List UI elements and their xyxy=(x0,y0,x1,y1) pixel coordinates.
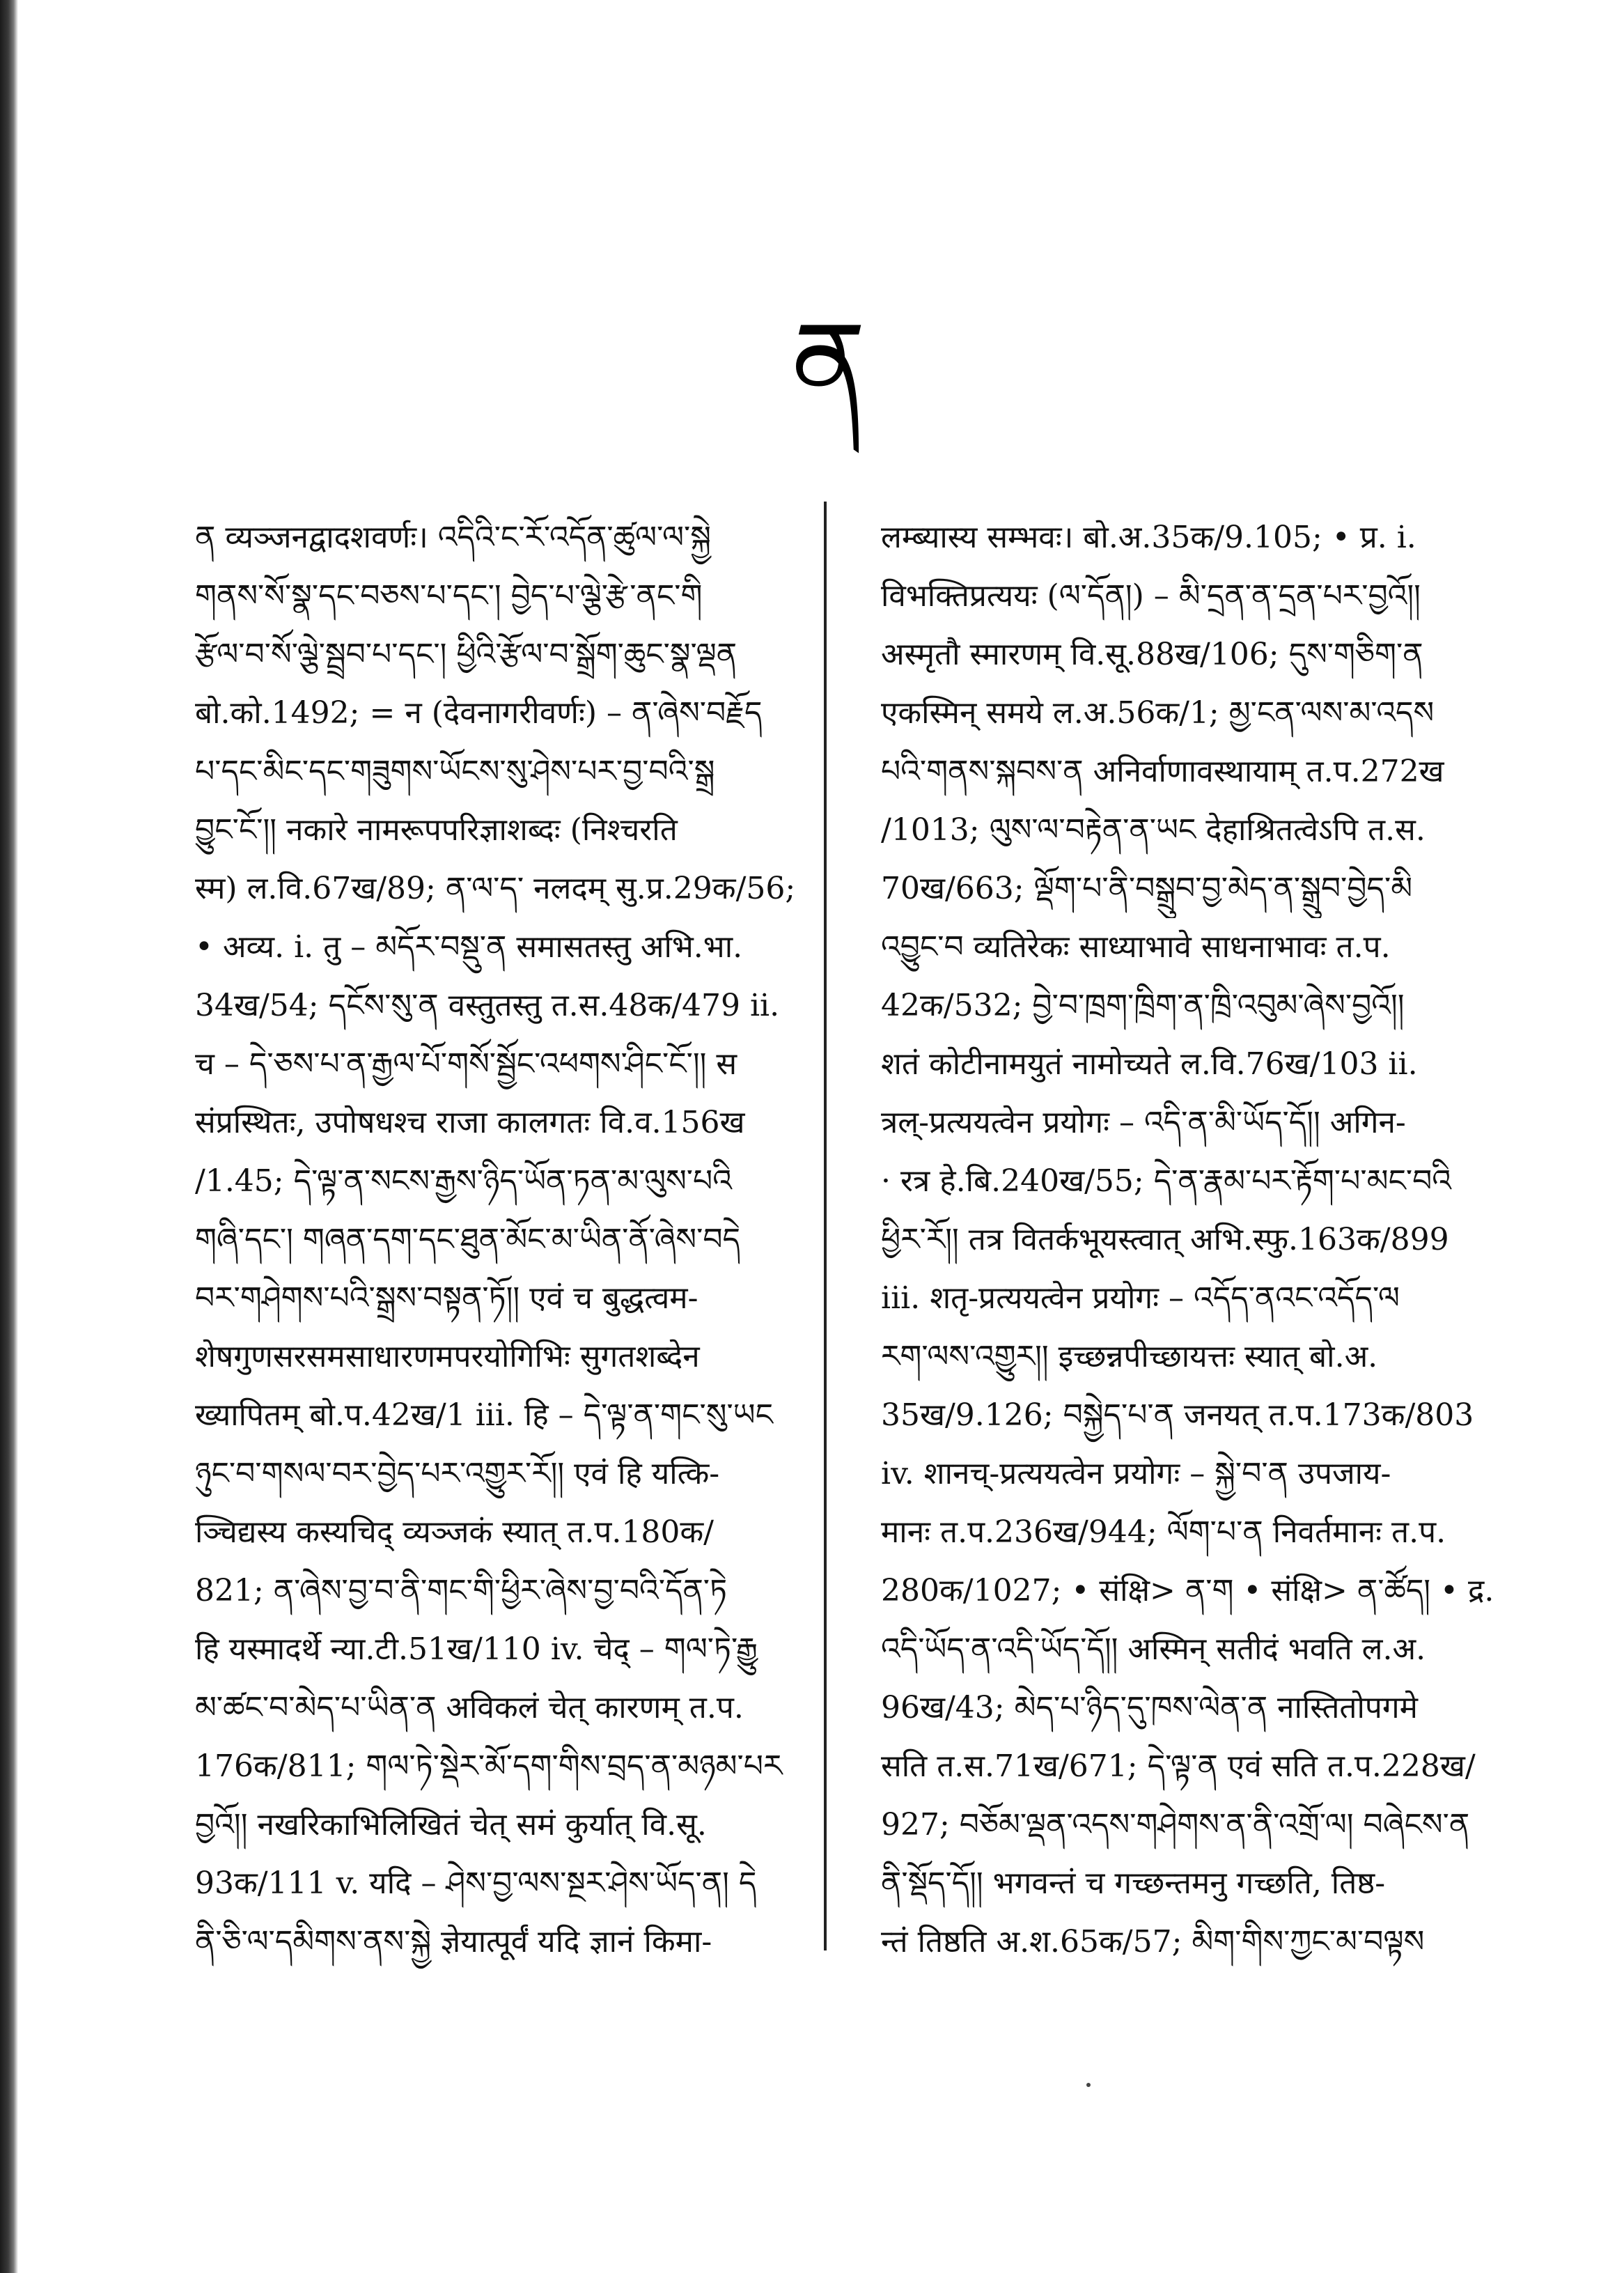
text-line: པའི་གནས་སྐབས་ན अनिर्वाणावस्थायाम् त.प.272ख xyxy=(881,754,1444,789)
left-column xyxy=(195,509,822,1971)
text-line: ख्यापितम् बो.प.42ख/1 iii. हि – དེ་ལྟ་ན་གང་སུ་ཡང xyxy=(195,1397,773,1433)
text-line: འདི་ཡོད་ན་འདི་ཡོད་དོ།། अस्मिन् सतीदं भवति ल.अ. xyxy=(881,1631,1426,1667)
text-line: न्तं तिष्ठति अ.श.65क/57; མིག་གིས་ཀྱང་མ་བལྟས xyxy=(881,1924,1425,1960)
text-line: ནི་ཅི་ལ་དམིགས་ནས་སྐྱེ ज्ञेयात्पूर्वं यदि ज्ञानं किमा- xyxy=(195,1924,712,1960)
text-line: འབྱུང་བ व्यतिरेकः साध्याभावे साधनाभावः त.प. xyxy=(881,929,1391,965)
text-line: 34ख/54; དངོས་སུ་ན वस्तुतस्तु त.स.48क/479 ii. xyxy=(195,988,780,1023)
text-line: /1013; ལུས་ལ་བརྟེན་ན་ཡང देहाश्रितत्वेऽपि त.स. xyxy=(881,812,1426,848)
text-line: རག་ལས་འགྱུར།། इच्छन्नपीच्छायत्तः स्यात् बो.अ. xyxy=(881,1339,1378,1374)
text-line: त्रल्-प्रत्ययत्वेन प्रयोगः – འདི་ན་མི་ཡོད་དོ།། अगिन- xyxy=(881,1105,1406,1140)
text-line: བྱའོ།། नखरिकाभिलिखितं चेत् समं कुर्यात् वि.सू. xyxy=(195,1807,707,1843)
text-line: · रत्र हे.बि.240ख/55; དེ་ན་རྣམ་པར་རྟོག་པ་མང་བའི xyxy=(881,1163,1452,1199)
text-line: शतं कोटीनामयुतं नामोच्यते ल.वि.76ख/103 ii. xyxy=(881,1046,1418,1082)
scan-speck xyxy=(1086,2083,1091,2087)
text-line: मानः त.प.236ख/944; ལོག་པ་ན निवर्तमानः त.प. xyxy=(881,1514,1446,1550)
text-line: शेषगुणसरसमसाधारणमपरयोगिभिः सुगतशब्देन xyxy=(195,1339,700,1374)
text-line: 35ख/9.126; བསྐྱེད་པ་ན जनयत् त.प.173क/803 xyxy=(881,1397,1474,1433)
text-line: ཕྱིར་རོ།། तत्र वितर्कभूयस्त्वात् अभि.स्फु.163क/899 xyxy=(881,1222,1449,1257)
text-line: सति त.स.71ख/671; དེ་ལྟ་ན एवं सति त.प.228ख/ xyxy=(881,1748,1476,1784)
text-line: 70ख/663; ལྡོག་པ་ནི་བསྒྲུབ་བྱ་མེད་ན་སྒྲུབ་བྱེད་མི xyxy=(881,871,1413,906)
text-line: विभक्तिप्रत्ययः (ལ་དོན།) – མི་དྲན་ན་དྲན་པར་བྱའོ།། xyxy=(881,578,1421,614)
right-column xyxy=(881,509,1508,1971)
text-line: 42क/532; བྱེ་བ་ཁྲག་ཁྲིག་ན་ཁྲི་འབུམ་ཞེས་བྱའོ།། xyxy=(881,988,1405,1023)
scan-binding-shadow xyxy=(0,0,18,2273)
text-line: एकस्मिन् समये ल.अ.56क/1; མྱ་ངན་ལས་མ་འདས xyxy=(881,695,1435,731)
text-line: 176क/811; གལ་ཏེ་སྡེར་མོ་དག་གིས་བྲད་ན་མཉམ་པར xyxy=(195,1748,783,1784)
text-line: ནི་སྡོད་དོ།། भगवन्तं च गच्छन्तमनु गच्छति, तिष्ठ- xyxy=(881,1865,1386,1901)
text-line: ཉུང་བ་གསལ་བར་བྱེད་པར་འགྱུར་རོ།། एवं हि यत्कि- xyxy=(195,1456,720,1491)
text-line: རྩོལ་བ་སོ་ལྕེ་སྦྲབ་པ་དང་། ཕྱིའི་རྩོལ་བ་སྒྲོག་ཆུང་སྣ་ལྡན xyxy=(195,637,737,672)
text-line: གཞི་དང་། གཞན་དག་དང་ཐུན་མོང་མ་ཡིན་ནོ་ཞེས་བདེ xyxy=(195,1222,741,1257)
text-line: བར་གཤེགས་པའི་སྒྲས་བསྟན་ཏོ།། एवं च बुद्धत्वम- xyxy=(195,1280,698,1316)
text-line: པ་དང་མིང་དང་གཟུགས་ཡོངས་སུ་ཤེས་པར་བྱ་བའི་སྒྲ xyxy=(195,754,715,789)
text-line: 93क/111 v. यदि – ཤེས་བྱ་ལས་སྔར་ཤེས་ཡོད་ན། དེ xyxy=(195,1865,757,1901)
text-line: स्म) ल.वि.67ख/89; ན་ལ་ད་ नलदम् सु.प्र.29क/56; xyxy=(195,871,796,906)
text-line: लम्ब्यास्य सम्भवः। बो.अ.35क/9.105; • प्र. i. xyxy=(881,520,1416,555)
text-line: ञ्चिद्यस्य कस्यचिद् व्यञ्जकं स्यात् त.प.180क/ xyxy=(195,1514,714,1550)
text-line: 96ख/43; མེད་པ་ཉིད་དུ་ཁས་ལེན་ན नास्तितोपगमे xyxy=(881,1690,1418,1725)
text-line: /1.45; དེ་ལྟ་ན་སངས་རྒྱས་ཉིད་ཡོན་ཏན་མ་ལུས་པའི xyxy=(195,1163,732,1199)
text-line: གནས་སོ་སྣ་དང་བཅས་པ་དང་། བྱེད་པ་ལྕེ་རྩེ་ནང་གི xyxy=(195,578,703,614)
text-line: ན व्यञ्जनद्वादशवर्णः। འདིའི་ང་རོ་འདོན་ཚུལ་ལ་སྐྱེ xyxy=(195,520,711,555)
text-line: 927; བཅོམ་ལྡན་འདས་གཤེགས་ན་ནི་འགྲོ་ལ། བཞེངས་ན xyxy=(881,1807,1470,1843)
column-divider xyxy=(824,502,827,1950)
text-line: अस्मृतौ स्मारणम् वि.सू.88ख/106; དུས་གཅིག་ན xyxy=(881,637,1423,672)
text-line: བྱུང་ངོ་།། नकारे नामरूपपरिज्ञाशब्दः (निश्चरति xyxy=(195,812,678,848)
text-line: हि यस्मादर्थे न्या.टी.51ख/110 iv. चेद् – གལ་ཏེ་རྒྱུ xyxy=(195,1631,758,1667)
text-line: iv. शानच्-प्रत्ययत्वेन प्रयोगः – སྐྱེ་བ་ན उपजाय- xyxy=(881,1456,1391,1491)
text-line: 280क/1027; • संक्षि> ན་ག • संक्षि> ན་ཚོད། • द्र. xyxy=(881,1573,1494,1608)
text-line: 821; ན་ཞེས་བྱ་བ་ནི་གང་གི་ཕྱིར་ཞེས་བྱ་བའི་དོན་ཏེ xyxy=(195,1573,728,1608)
text-line: མ་ཚང་བ་མེད་པ་ཡིན་ན अविकलं चेत् कारणम् त.प. xyxy=(195,1690,744,1725)
text-line: बो.को.1492; = न (देवनागरीवर्णः) – ན་ཞེས་བརྗོད xyxy=(195,695,763,731)
text-line: • अव्य. i. तु – མདོར་བསྡུ་ན समासतस्तु अभि.भा. xyxy=(195,929,743,965)
page-header-letter: ན xyxy=(791,297,866,427)
text-line: संप्रस्थितः, उपोषधश्च राजा कालगतः वि.व.156ख xyxy=(195,1105,745,1140)
text-line: च – དེ་ཅས་པ་ན་རྒྱལ་པོ་གསོ་སྦྱོང་འཕགས་ཤིང་ངོ་།། स xyxy=(195,1046,737,1082)
text-line: iii. शतृ-प्रत्ययत्वेन प्रयोगः – འདོད་ནའང་འདོད་ལ xyxy=(881,1280,1400,1316)
